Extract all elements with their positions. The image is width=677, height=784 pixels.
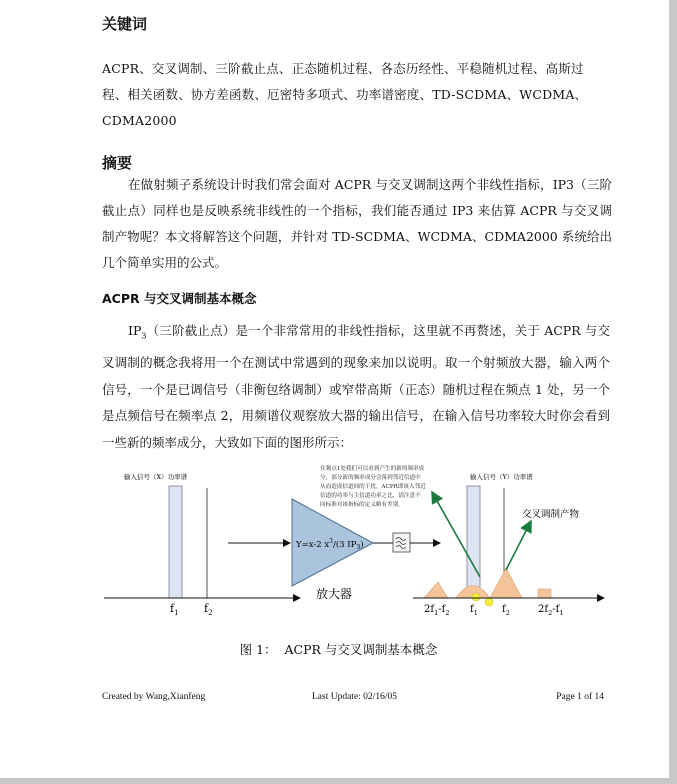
- page-bottom-edge: [0, 778, 677, 784]
- cross-mod-product-f2: [490, 568, 522, 598]
- left-tick-f1: $f_1$: [170, 602, 179, 617]
- input-spectrum-label: 输入信号（X）功率谱: [124, 473, 188, 481]
- note-line-1: 在频点1处我们可以看到产生的新的频率成: [320, 466, 425, 472]
- amplifier-label: 放大器: [316, 587, 353, 601]
- note-line-5: 同标准对该指标的定义略有差别。: [320, 502, 404, 508]
- left-tick-f2: $f_2$: [204, 602, 213, 617]
- right-tick-f1: $f_1$: [470, 604, 478, 617]
- input-signal-bar: [169, 486, 182, 598]
- ip3-subscript: 3: [141, 331, 147, 341]
- footer-update: Last Update: 02/16/05: [312, 692, 397, 702]
- cross-mod-pointer-arrow: [506, 521, 531, 570]
- imd-product-right: [538, 589, 551, 598]
- amplifier-formula: Y=x-2 $x^3/(3$ $IP_3$): [296, 538, 364, 551]
- note-line-2: 分，部分新的频率成分会落到邻近信道中: [320, 475, 421, 481]
- note-line-4: 信道的功率与主信道功率之比，请注意不: [320, 493, 421, 499]
- section-paragraph: [102, 318, 610, 456]
- note-line-3: 从而造成信道间的干扰，ACPR即该入邻近: [320, 484, 426, 490]
- figure-caption: [0, 640, 677, 658]
- section-paragraph-text: （三阶截止点）是一个非常常用的非线性指标，这里就不再赘述，关于 ACPR 与交叉调制的概念我将用一个在测试中常遇到的现象来加以说明。取一个射频放大器，输入两个信号，一个是已调信号（非衡包络调制）或窄带高斯（正态）随机过程在频点 1 处，另一个是点频信号在频率点 2，用频谱仪观察放大器的输出信号，在输入信号功率较大时你会看到一些新的频率成分，大致如下面的图形所示：: [102, 323, 610, 450]
- section-heading: ACPR 与交叉调制基本概念: [102, 291, 257, 306]
- caption-text: ACPR 与交叉调制基本概念: [284, 642, 438, 657]
- output-spectrum-label: 输入信号（Y）功率谱: [470, 473, 533, 481]
- right-tick-f2: $f_2$: [502, 604, 510, 617]
- footer-page-number: Page 1 of 14: [556, 692, 604, 702]
- output-signal-bar: [467, 486, 480, 598]
- figure-acpr-diagram: [0, 455, 677, 635]
- keywords-heading: 关键词: [102, 15, 148, 33]
- right-tick-2f1-f2: $2f_1-f_2$: [424, 604, 450, 617]
- adjacent-channel-marker-right: [485, 598, 493, 606]
- right-tick-2f2-f1: $2f_2-f_1$: [538, 604, 564, 617]
- caption-label: 图 1：: [239, 642, 277, 657]
- abstract-text: 在做射频子系统设计时我们常会面对 ACPR 与交叉调制这两个非线性指标，IP3（三阶截止点）同样也是反映系统非线性的一个指标，我们能否通过 IP3 来估算 ACPR 与交叉调制产物呢？本文将解答这个问题，并针对 TD-SCDMA、WCDMA、CDMA2000 系统给出几个简单实用的公式。: [102, 177, 612, 270]
- ip3-term: IP: [128, 323, 142, 338]
- keywords-text: ACPR、交叉调制、三阶截止点、正态随机过程、各态历经性、平稳随机过程、高斯过程、相关函数、协方差函数、厄密特多项式、功率谱密度、TD-SCDMA、WCDMA、CDMA2000: [102, 61, 588, 128]
- filter-box: [393, 533, 410, 552]
- abstract-heading: 摘要: [102, 154, 133, 172]
- footer-author: Created by Wang,Xianfeng: [102, 692, 206, 702]
- imd-product-left: [424, 582, 448, 598]
- adjacent-channel-marker-left: [472, 593, 480, 601]
- page-edge: [669, 0, 677, 784]
- cross-mod-label: 交叉调制产物: [522, 509, 580, 520]
